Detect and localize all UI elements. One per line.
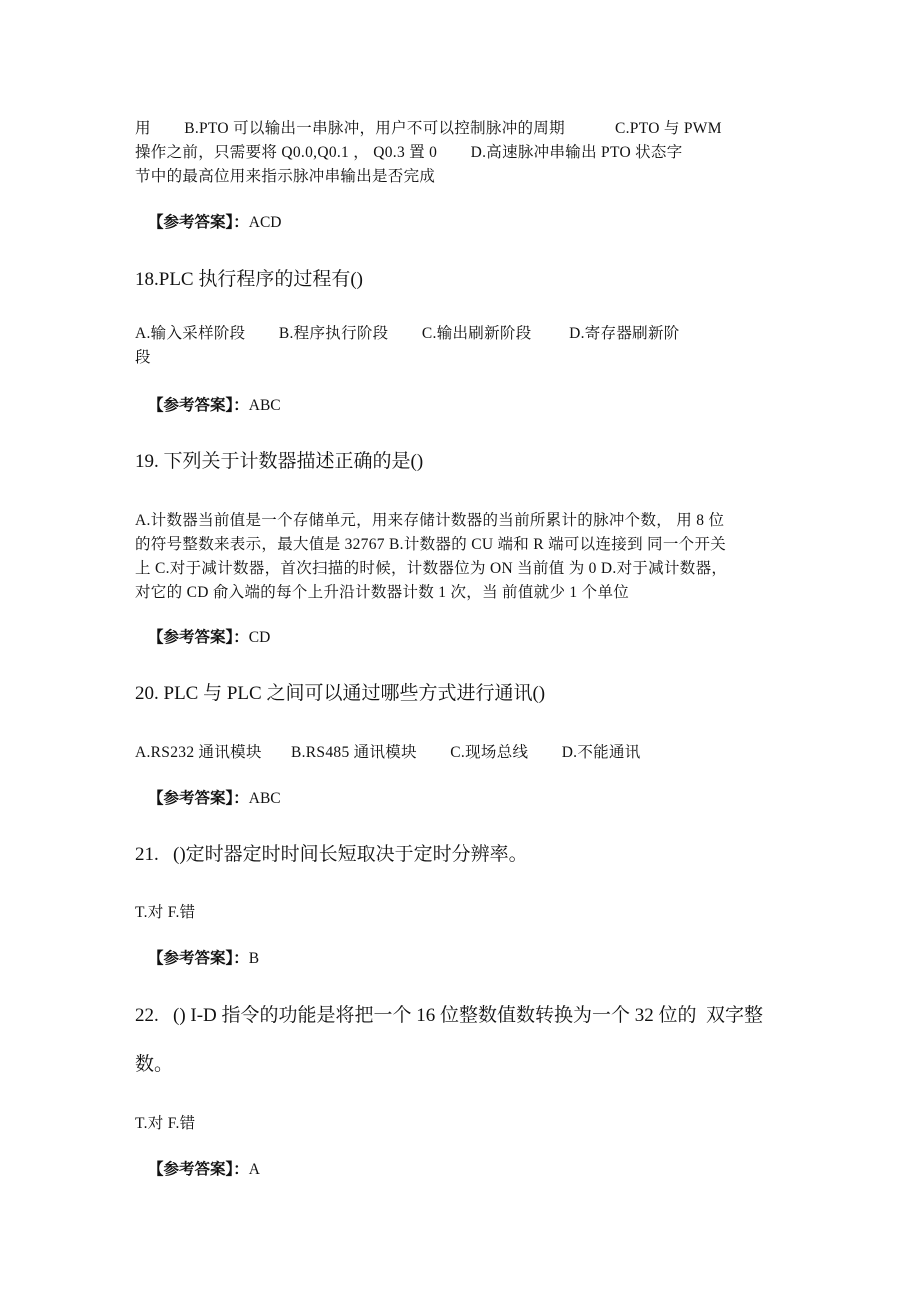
- q19-options-line-4: 对它的 CD 俞入端的每个上升沿计数器计数 1 次，当 前值就少 1 个单位: [135, 584, 630, 601]
- q22-answer: [148, 1157, 260, 1179]
- answer-value: CD: [248, 629, 271, 646]
- answer-label: 【参考答案】：: [148, 397, 249, 414]
- answer-value: B: [248, 950, 260, 967]
- q19-answer: [148, 625, 270, 647]
- q17-options-line-2: 操作之前，只需要将 Q0.0,Q0.1 ， Q0.3 置 0 D.高速脉冲串输出 PTO 状态字: [135, 144, 683, 161]
- q19-options-line-1: A.计数器当前值是一个存储单元，用来存储计数器的当前所累计的脉冲个数， 用 8 位: [135, 512, 725, 529]
- q22-options: T.对 F.错: [135, 1115, 196, 1132]
- q19-options-line-2: 的符号整数来表示，最大值是 32767 B.计数器的 CU 端和 R 端可以连接到 同一个开关: [135, 536, 727, 553]
- q19-options-line-3: 上 C.对于减计数器，首次扫描的时候，计数器位为 ON 当前值 为 0 D.对于减计数器，: [135, 560, 728, 577]
- q18-options-line-2: 段: [135, 349, 151, 366]
- answer-value: ABC: [248, 397, 281, 414]
- q19-title: 19. 下列关于计数器描述正确的是(): [135, 451, 424, 472]
- q17-options-line-1: 用 B.PTO 可以输出一串脉冲，用户不可以控制脉冲的周期 C.PTO 与 PWM: [135, 120, 722, 137]
- q18-answer: [148, 393, 281, 415]
- q18-title: 18.PLC 执行程序的过程有(): [135, 269, 364, 290]
- answer-label: 【参考答案】：: [148, 629, 249, 646]
- q21-options: T.对 F.错: [135, 904, 196, 921]
- q22-title-line-2: 数。: [135, 1054, 174, 1075]
- answer-value: ACD: [248, 214, 282, 231]
- q17-options-line-3: 节中的最高位用来指示脉冲串输出是否完成: [135, 168, 436, 185]
- answer-label: 【参考答案】：: [148, 1161, 249, 1178]
- q21-answer: [148, 946, 259, 968]
- answer-label: 【参考答案】：: [148, 950, 249, 967]
- q18-options-line-1: A.输入采样阶段 B.程序执行阶段 C.输出刷新阶段 D.寄存器刷新阶: [135, 325, 680, 342]
- answer-label: 【参考答案】：: [148, 790, 249, 807]
- q20-options-line-1: A.RS232 通讯模块 B.RS485 通讯模块 C.现场总线 D.不能通讯: [135, 744, 641, 761]
- q21-title: 21. ()定时器定时时间长短取决于定时分辨率。: [135, 844, 528, 865]
- q22-title-line-1: 22. () I-D 指令的功能是将把一个 16 位整数值数转换为一个 32 位的 双字整: [135, 1005, 764, 1026]
- answer-label: 【参考答案】：: [148, 214, 249, 231]
- q20-answer: [148, 786, 281, 808]
- q17-answer: [148, 210, 282, 232]
- answer-value: ABC: [248, 790, 281, 807]
- answer-value: A: [248, 1161, 260, 1178]
- q20-title: 20. PLC 与 PLC 之间可以通过哪些方式进行通讯(): [135, 683, 546, 704]
